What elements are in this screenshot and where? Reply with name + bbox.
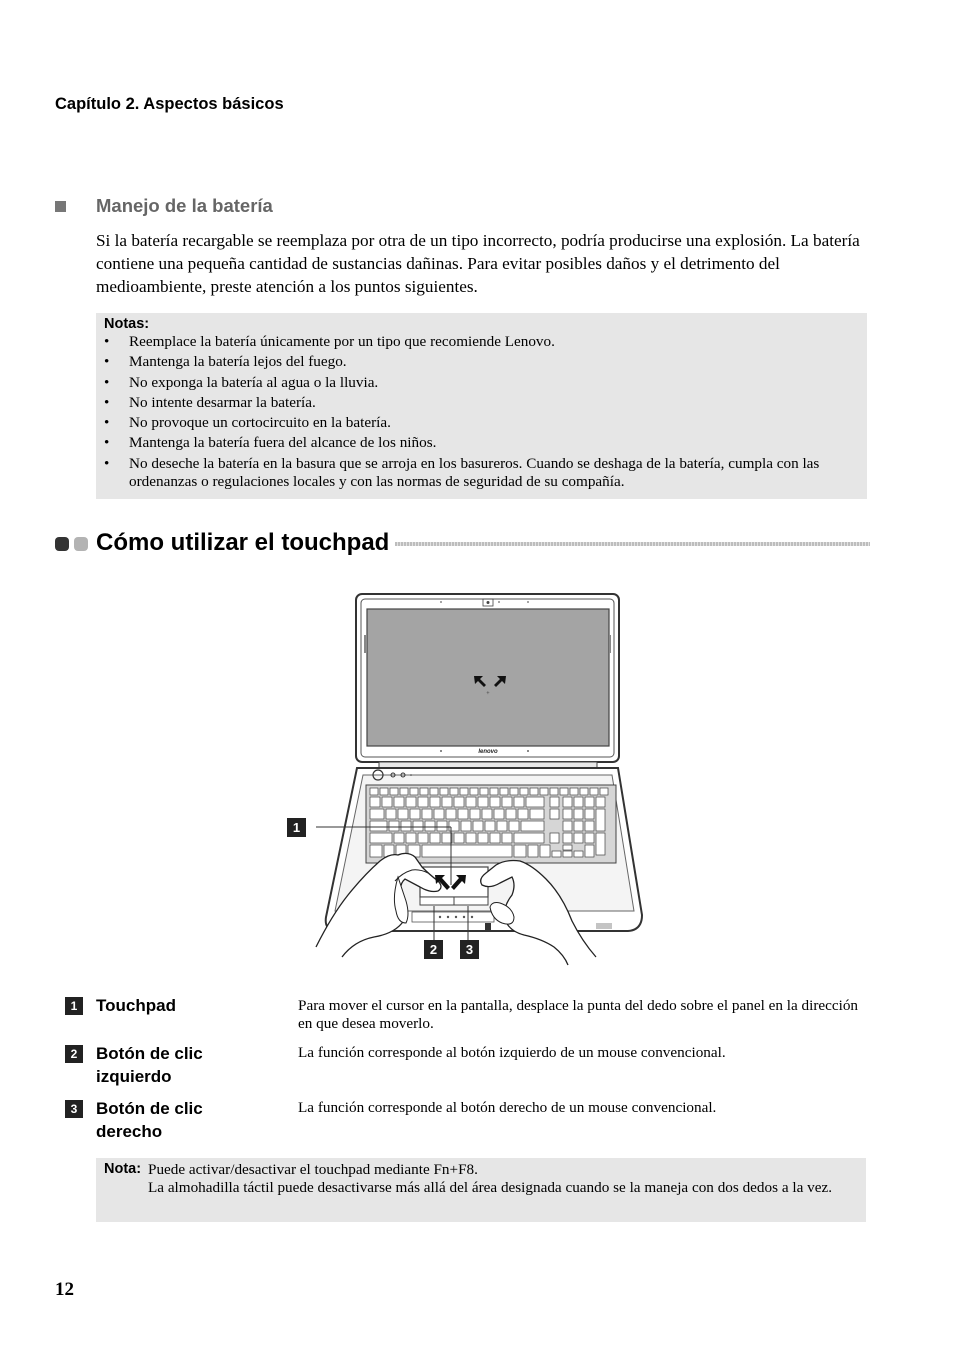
touchpad-note-box (96, 1158, 866, 1222)
square-bullet-icon (55, 201, 66, 212)
list-item: • No deseche la batería en la basura que se arroja en los basureros. Cuando se deshaga de la batería, cumpla con las ordenanzas o regulaciones locales y con las normas de seguridad de su compañía. (96, 455, 867, 491)
note-line-2: La almohadilla táctil puede desactivarse más allá del área designada cuando se la maneja con dos dedos a la vez. (148, 1179, 832, 1196)
item-1-term: Touchpad (96, 996, 176, 1015)
item-2-desc: La función corresponde al botón izquierdo de un mouse convencional. (298, 1044, 726, 1061)
list-item: • No provoque un cortocircuito en la batería. (96, 414, 867, 432)
item-1-desc: Para mover el cursor en la pantalla, desplace la punta del dedo sobre el panel en la dirección en que desea moverlo. (298, 997, 859, 1032)
touchpad-title: Cómo utilizar el touchpad (96, 529, 393, 557)
laptop-drawing (280, 585, 660, 975)
item-3-desc: La función corresponde al botón derecho de un mouse convencional. (298, 1099, 717, 1116)
heading-dot-icon (55, 537, 69, 551)
heading-dot-icon (74, 537, 88, 551)
brand-logo: lenovo (478, 749, 498, 755)
list-item: • Mantenga la batería lejos del fuego. (96, 353, 867, 371)
heading-rule (395, 542, 870, 546)
list-item: • No intente desarmar la batería. (96, 394, 867, 412)
laptop-illustration (280, 585, 660, 975)
battery-section-title: Manejo de la batería (96, 195, 273, 216)
chapter-header: Capítulo 2. Aspectos básicos (55, 95, 284, 113)
item-3-term: Botón de clic derecho (96, 1099, 203, 1141)
callout-1: 1 (287, 818, 306, 837)
notes-list (96, 333, 867, 493)
battery-section-heading (55, 195, 273, 217)
notes-title: Notas: (104, 316, 150, 332)
touchpad-heading (55, 529, 870, 561)
callout-2: 2 (424, 940, 443, 959)
battery-notes-box (96, 313, 867, 499)
item-3-number: 3 (65, 1100, 83, 1118)
item-2-term: Botón de clic izquierdo (96, 1044, 203, 1086)
battery-paragraph: Si la batería recargable se reemplaza por otra de un tipo incorrecto, podría producirse una explosión. La batería contiene una pequeña cantidad de sustancias dañinas. Para evitar posibles daños y el detrimento del medioambiente, preste atención a los puntos siguientes. (96, 231, 860, 296)
callout-3: 3 (460, 940, 479, 959)
list-item: • No exponga la batería al agua o la lluvia. (96, 374, 867, 392)
item-2-number: 2 (65, 1045, 83, 1063)
note-line-1: Puede activar/desactivar el touchpad mediante Fn+F8. (148, 1161, 478, 1178)
page-number: 12 (55, 1279, 74, 1300)
item-1-number: 1 (65, 997, 83, 1015)
svg-text:+: + (486, 691, 490, 697)
note-label: Nota: (104, 1161, 142, 1177)
keyboard (366, 785, 616, 863)
list-item: • Mantenga la batería fuera del alcance de los niños. (96, 434, 867, 452)
list-item: • Reemplace la batería únicamente por un tipo que recomiende Lenovo. (96, 333, 867, 351)
